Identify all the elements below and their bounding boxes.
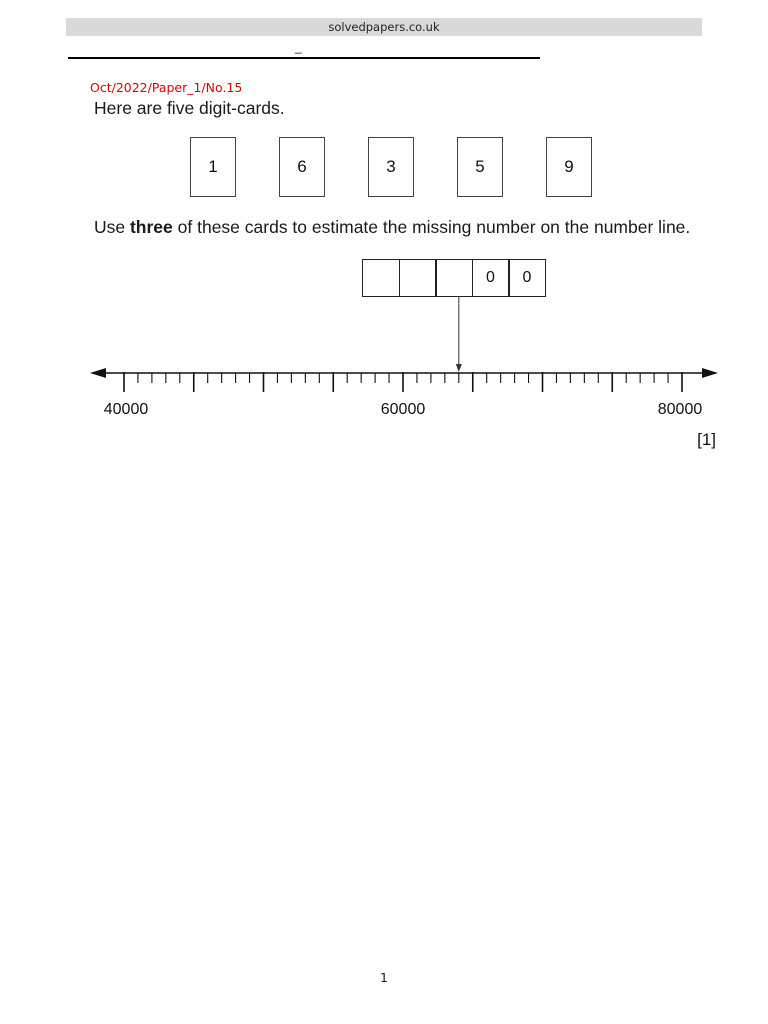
page-number: 1 — [380, 971, 388, 985]
digit-card: 6 — [279, 137, 325, 197]
number-line — [0, 0, 768, 440]
instruction-pre: Use — [94, 217, 130, 237]
instruction-bold: three — [129, 217, 173, 237]
tick-label-end: 80000 — [657, 401, 703, 418]
tick-label-start: 40000 — [103, 401, 149, 418]
left-arrowhead — [90, 368, 106, 378]
digit-card: 5 — [457, 137, 503, 197]
digit-card: 9 — [546, 137, 592, 197]
question-reference: Oct/2022/Paper_1/No.15 — [90, 80, 243, 95]
instruction-post: of these cards to estimate the missing number on the number line. — [172, 217, 691, 237]
answer-cell: 0 — [472, 259, 510, 297]
header-dash: _ — [295, 40, 302, 54]
digit-card: 1 — [190, 137, 236, 197]
number-line-ticks — [124, 372, 682, 392]
site-name: solvedpapers.co.uk — [328, 20, 440, 34]
right-arrowhead — [702, 368, 718, 378]
answer-cell: 0 — [508, 259, 546, 297]
question-intro: Here are five digit-cards. — [94, 98, 285, 118]
tick-label-mid: 60000 — [380, 401, 426, 418]
marks-label: [1] — [697, 430, 716, 449]
pointer-arrowhead — [456, 364, 462, 372]
digit-card: 3 — [368, 137, 414, 197]
